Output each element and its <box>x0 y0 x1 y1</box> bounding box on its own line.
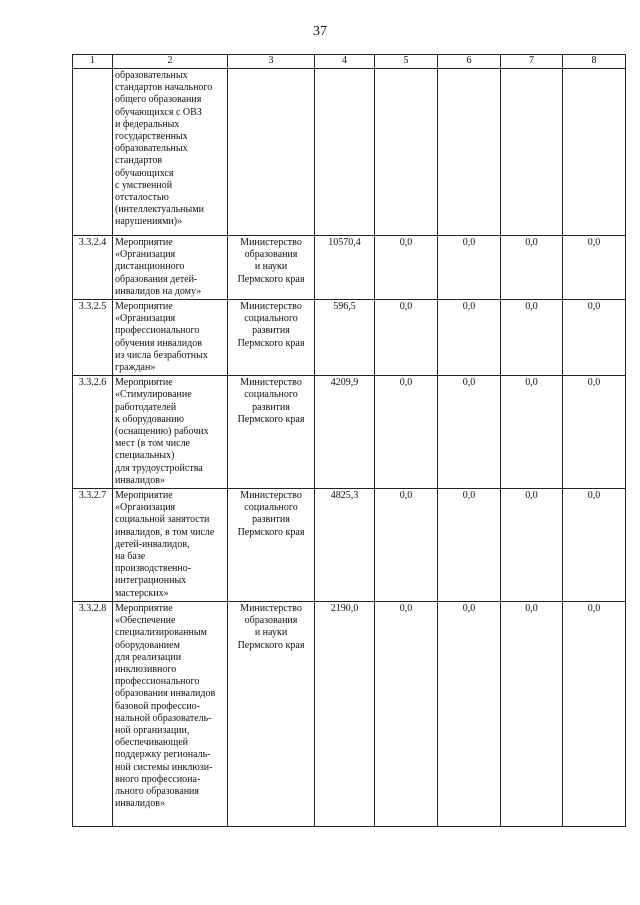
value-col-4 <box>315 69 375 236</box>
row-number <box>73 69 113 236</box>
table-row <box>73 489 626 602</box>
activity-name: Мероприятие «Стимулирование работодателей к оборудованию (оснащению) рабочих мест (в том числе специальных) для трудоустройства инвалидов» <box>113 376 228 489</box>
row-number: 3.3.2.8 <box>73 601 113 826</box>
responsible-ministry: Министерство социального развития Пермского края <box>228 376 315 489</box>
row-number: 3.3.2.4 <box>73 236 113 300</box>
table-row <box>73 376 626 489</box>
activity-name: Мероприятие «Организация социальной занятости инвалидов, в том числе детей-инвалидов, на базе производственно- интеграционных мастерских» <box>113 489 228 602</box>
activity-name: Мероприятие «Обеспечение специализированным оборудованием для реализации инклюзивного профессионального образования инвалидов базовой профессио- нальной образователь- ной организации, обеспечивающей поддержку региональ- ной системы инклюзи- вного профессиона- льного образования инвалидов» <box>113 601 228 826</box>
value-col-8 <box>563 69 626 236</box>
value-col-8: 0,0 <box>563 489 626 602</box>
responsible-ministry: Министерство социального развития Пермского края <box>228 489 315 602</box>
column-header: 8 <box>563 55 626 69</box>
value-col-4: 4825,3 <box>315 489 375 602</box>
column-header: 1 <box>73 55 113 69</box>
value-col-7: 0,0 <box>501 376 563 489</box>
column-header: 4 <box>315 55 375 69</box>
value-col-8: 0,0 <box>563 601 626 826</box>
value-col-5 <box>375 69 438 236</box>
value-col-6: 0,0 <box>438 601 501 826</box>
value-col-7: 0,0 <box>501 601 563 826</box>
value-col-7: 0,0 <box>501 489 563 602</box>
column-header: 5 <box>375 55 438 69</box>
activity-name: образовательных стандартов начального общего образования обучающихся с ОВЗ и федеральных государственных образовательных стандартов обучающихся с умственной отсталостью (интеллектуальными нарушениями)» <box>113 69 228 236</box>
table-row <box>73 69 626 236</box>
responsible-ministry: Министерство образования и науки Пермского края <box>228 601 315 826</box>
value-col-6: 0,0 <box>438 489 501 602</box>
value-col-8: 0,0 <box>563 376 626 489</box>
value-col-5: 0,0 <box>375 236 438 300</box>
value-col-8: 0,0 <box>563 236 626 300</box>
value-col-4: 4209,9 <box>315 376 375 489</box>
column-header: 6 <box>438 55 501 69</box>
value-col-4: 10570,4 <box>315 236 375 300</box>
column-header: 7 <box>501 55 563 69</box>
value-col-5: 0,0 <box>375 376 438 489</box>
program-table <box>72 54 626 827</box>
responsible-ministry: Министерство образования и науки Пермского края <box>228 236 315 300</box>
row-number: 3.3.2.6 <box>73 376 113 489</box>
value-col-7 <box>501 69 563 236</box>
row-number: 3.3.2.5 <box>73 300 113 376</box>
value-col-6 <box>438 69 501 236</box>
column-header: 2 <box>113 55 228 69</box>
value-col-6: 0,0 <box>438 236 501 300</box>
value-col-6: 0,0 <box>438 376 501 489</box>
row-number: 3.3.2.7 <box>73 489 113 602</box>
value-col-4: 2190,0 <box>315 601 375 826</box>
responsible-ministry: Министерство социального развития Пермского края <box>228 300 315 376</box>
table-row <box>73 300 626 376</box>
table-row <box>73 236 626 300</box>
value-col-5: 0,0 <box>375 300 438 376</box>
responsible-ministry <box>228 69 315 236</box>
value-col-5: 0,0 <box>375 489 438 602</box>
value-col-6: 0,0 <box>438 300 501 376</box>
value-col-7: 0,0 <box>501 236 563 300</box>
value-col-5: 0,0 <box>375 601 438 826</box>
column-header: 3 <box>228 55 315 69</box>
activity-name: Мероприятие «Организация дистанционного образования детей- инвалидов на дому» <box>113 236 228 300</box>
value-col-7: 0,0 <box>501 300 563 376</box>
value-col-8: 0,0 <box>563 300 626 376</box>
page-number: 37 <box>313 24 327 39</box>
activity-name: Мероприятие «Организация профессионального обучения инвалидов из числа безработных граждан» <box>113 300 228 376</box>
header-row <box>73 55 626 69</box>
value-col-4: 596,5 <box>315 300 375 376</box>
table-row <box>73 601 626 826</box>
